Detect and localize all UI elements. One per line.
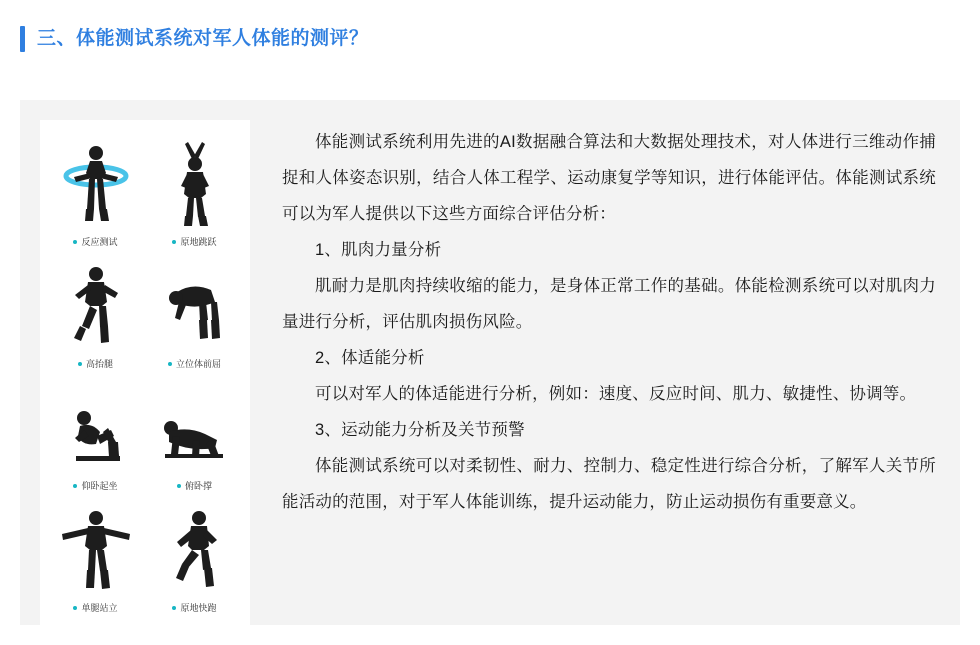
paragraph: 1、肌肉力量分析 (315, 241, 442, 259)
push-up-icon (149, 384, 241, 478)
pose-caption (168, 357, 221, 370)
sit-up-icon (50, 384, 142, 478)
page-title: 三、体能测试系统对军人体能的测评？ (37, 28, 369, 49)
paragraph: 体能测试系统可以对柔韧性、耐力、控制力、稳定性进行综合分析，了解军人关节所能活动的范围，对于军人体能训练，提升运动能力，防止运动损伤有重要意义。 (282, 457, 936, 511)
pose-cell (46, 128, 145, 250)
pose-caption (172, 601, 216, 614)
pose-cell (46, 494, 145, 616)
pose-label: 仰卧起坐 (81, 481, 118, 491)
pose-label: 高抬腿 (85, 359, 113, 369)
pose-label: 俯卧撑 (184, 481, 212, 491)
content-panel (20, 100, 960, 625)
pose-label: 原地跳跃 (180, 237, 217, 247)
standing-forward-bend-icon (149, 262, 241, 356)
pose-label: 反应测试 (81, 237, 118, 247)
pose-caption (177, 479, 212, 492)
pose-label: 立位体前屈 (175, 359, 221, 369)
pose-cell (145, 494, 244, 616)
paragraph: 体能测试系统利用先进的AI数据融合算法和大数据处理技术，对人体进行三维动作捕捉和人体姿态识别，结合人体工程学、运动康复学等知识，进行体能评估。体能测试系统可以为军人提供以下这些方面综合评估分析： (282, 133, 936, 223)
pose-label: 原地快跑 (180, 603, 217, 613)
heading-accent-bar (20, 26, 25, 52)
section-heading (20, 24, 369, 54)
pose-cell (145, 250, 244, 372)
vertical-jump-icon (149, 140, 241, 234)
body-text (250, 120, 940, 520)
bullet-dot-icon (73, 484, 77, 488)
bullet-dot-icon (73, 240, 77, 244)
pose-caption (73, 235, 117, 248)
bullet-dot-icon (168, 362, 172, 366)
single-leg-stand-icon (50, 506, 142, 600)
bullet-dot-icon (172, 606, 176, 610)
running-in-place-icon (149, 506, 241, 600)
paragraph: 可以对军人的体适能进行分析，例如：速度、反应时间、肌力、敏捷性、协调等。 (315, 385, 917, 403)
bullet-dot-icon (73, 606, 77, 610)
pose-caption (73, 601, 117, 614)
pose-cell (145, 128, 244, 250)
pose-caption (78, 357, 113, 370)
high-knees-icon (50, 262, 142, 356)
pose-caption (172, 235, 216, 248)
pose-label: 单腿站立 (81, 603, 118, 613)
reaction-test-icon (50, 140, 142, 234)
pose-cell (46, 250, 145, 372)
paragraph: 2、体适能分析 (315, 349, 425, 367)
paragraph: 肌耐力是肌肉持续收缩的能力，是身体正常工作的基础。体能检测系统可以对肌肉力量进行分析，评估肌肉损伤风险。 (282, 277, 936, 331)
pose-figure-grid (40, 120, 250, 626)
paragraph: 3、运动能力分析及关节预警 (315, 421, 525, 439)
bullet-dot-icon (172, 240, 176, 244)
pose-cell (145, 372, 244, 494)
bullet-dot-icon (78, 362, 82, 366)
pose-cell (46, 372, 145, 494)
pose-caption (73, 479, 117, 492)
bullet-dot-icon (177, 484, 181, 488)
